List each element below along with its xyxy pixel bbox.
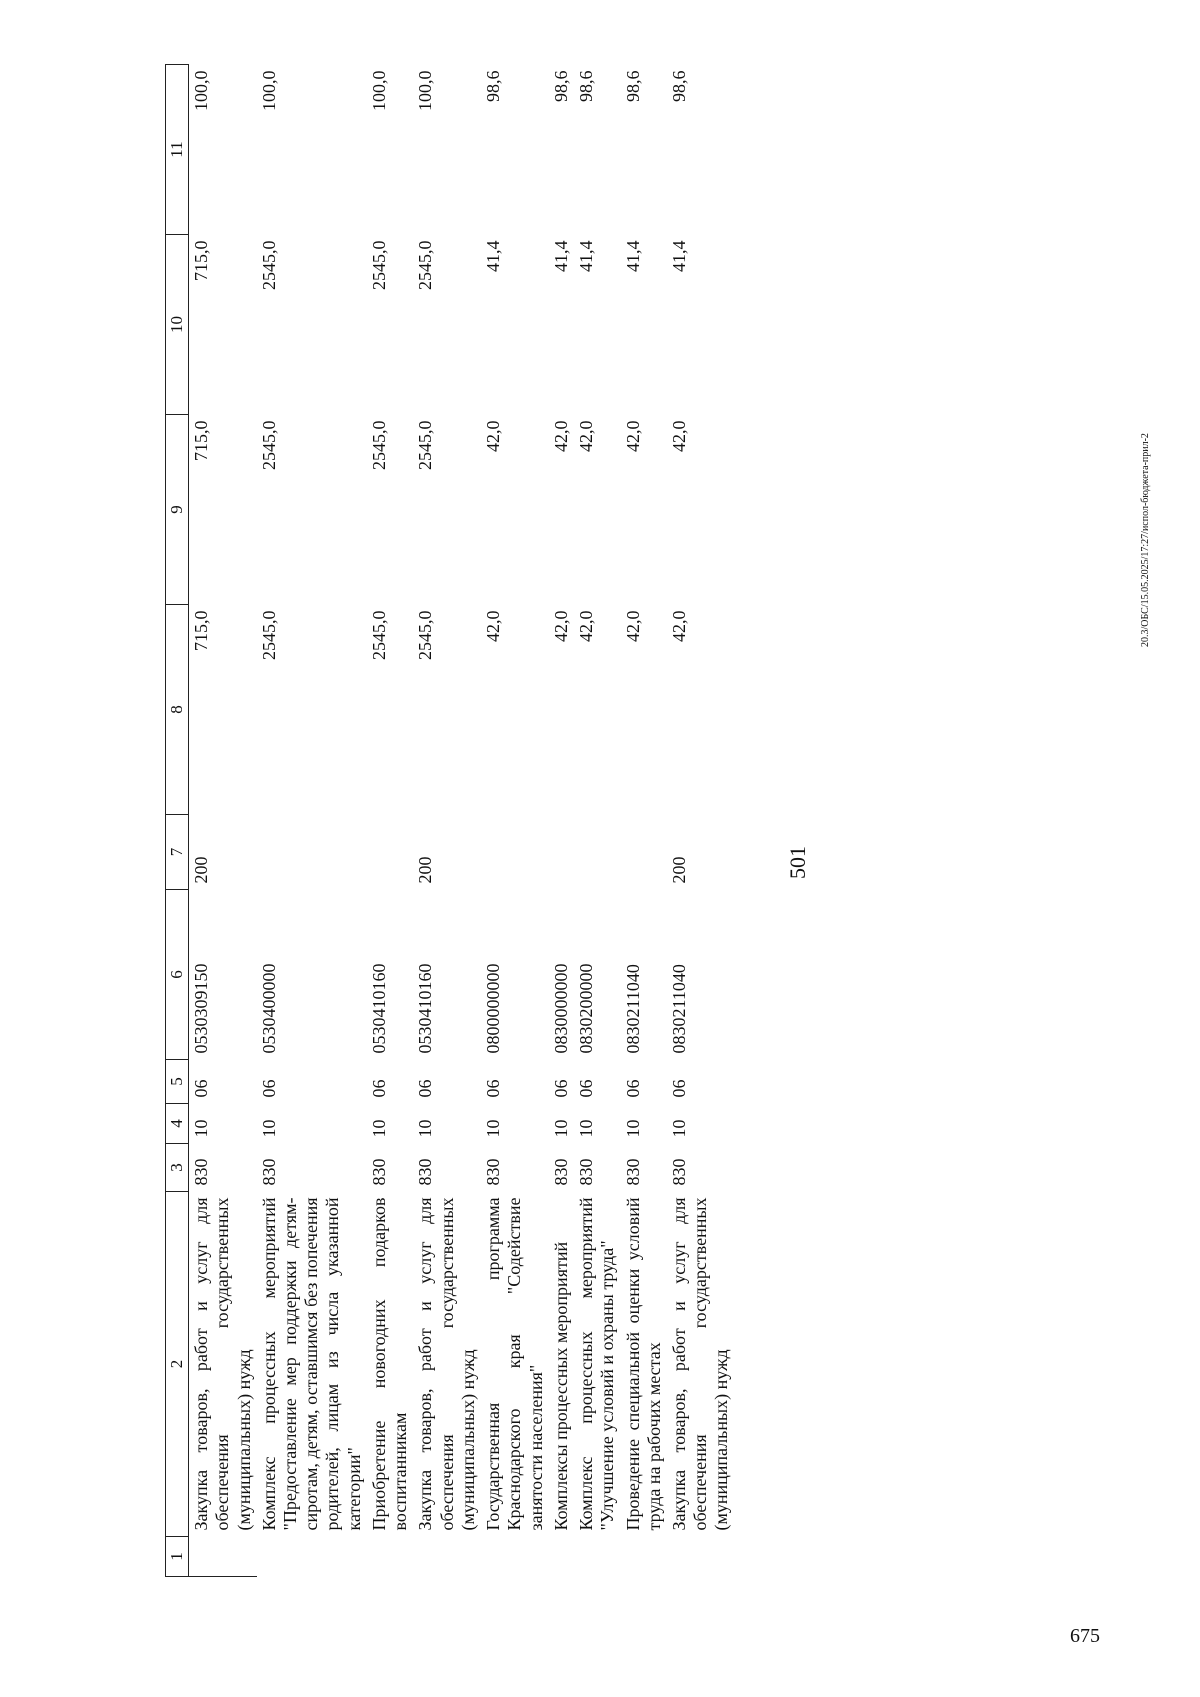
header-col-10: 10 bbox=[166, 235, 189, 415]
cell-c5: 06 bbox=[415, 1079, 436, 1098]
cell-c1 bbox=[621, 1537, 667, 1577]
cell-c9: 42,0 bbox=[622, 420, 643, 452]
cell-c1 bbox=[549, 1537, 574, 1577]
header-col-7: 7 bbox=[166, 815, 189, 890]
cell-c8: 42,0 bbox=[483, 610, 504, 642]
cell-c5: 06 bbox=[622, 1079, 643, 1098]
cell-c6: 0830200000 bbox=[576, 963, 597, 1054]
cell-c8: 42,0 bbox=[550, 610, 571, 642]
cell-c10: 2545,0 bbox=[415, 240, 436, 290]
cell-c1 bbox=[367, 1537, 413, 1577]
cell-c10: 41,4 bbox=[550, 240, 571, 272]
cell-c6: 0530309150 bbox=[191, 963, 212, 1054]
cell-c6: 0530410160 bbox=[368, 963, 389, 1054]
cell-c9: 2545,0 bbox=[368, 420, 389, 470]
cell-c7 bbox=[367, 815, 413, 890]
cell-c8: 42,0 bbox=[576, 610, 597, 642]
cell-c8: 2545,0 bbox=[368, 610, 389, 660]
cell-c6: 0530400000 bbox=[258, 963, 279, 1054]
cell-c4: 10 bbox=[576, 1119, 597, 1138]
cell-c2: Проведение специальной оценки условий труда на рабочих местах bbox=[622, 1197, 664, 1531]
cell-c3: 830 bbox=[368, 1158, 389, 1186]
cell-c5: 06 bbox=[191, 1079, 212, 1098]
header-col-11: 11 bbox=[166, 65, 189, 235]
table-row bbox=[549, 65, 574, 1577]
cell-c9: 42,0 bbox=[576, 420, 597, 452]
cell-c10: 41,4 bbox=[668, 240, 689, 272]
cell-c5: 06 bbox=[368, 1079, 389, 1098]
cell-c6: 0800000000 bbox=[483, 963, 504, 1054]
footer-code: 20.3/ОБС/15.05.2025/17:27/испол-бюджета-прил-2 bbox=[1140, 433, 1151, 647]
cell-c3: 830 bbox=[576, 1158, 597, 1186]
cell-c11: 98,6 bbox=[668, 70, 689, 102]
cell-c7 bbox=[574, 815, 620, 890]
cell-c8: 2545,0 bbox=[415, 610, 436, 660]
table-row bbox=[667, 65, 735, 1577]
cell-c4: 10 bbox=[415, 1119, 436, 1138]
cell-c8: 2545,0 bbox=[258, 610, 279, 660]
cell-c2: Приобретение новогодних подарков воспитанникам bbox=[368, 1197, 411, 1531]
header-col-6: 6 bbox=[166, 890, 189, 1060]
cell-c3: 830 bbox=[550, 1158, 571, 1186]
cell-c2: Комплексы процессных мероприятий bbox=[550, 1241, 571, 1531]
cell-c2: Комплекс процессных мероприятий "Предоставление мер поддержки детям-сиротам, детям, оставшимся без попечения родителей, лицам из числа указанной категории" bbox=[258, 1197, 364, 1531]
cell-c7: 200 bbox=[191, 856, 212, 884]
cell-c3: 830 bbox=[415, 1158, 436, 1186]
cell-c8: 42,0 bbox=[622, 610, 643, 642]
cell-c9: 2545,0 bbox=[258, 420, 279, 470]
header-col-9: 9 bbox=[166, 415, 189, 605]
cell-c11: 98,6 bbox=[550, 70, 571, 102]
cell-c4: 10 bbox=[191, 1119, 212, 1138]
header-col-4: 4 bbox=[166, 1104, 189, 1144]
cell-c10: 2545,0 bbox=[368, 240, 389, 290]
cell-c10: 715,0 bbox=[191, 240, 212, 281]
cell-c6: 0830000000 bbox=[550, 963, 571, 1054]
cell-c9: 715,0 bbox=[191, 420, 212, 461]
cell-c7: 200 bbox=[668, 856, 689, 884]
cell-c7 bbox=[257, 815, 367, 890]
cell-c4: 10 bbox=[483, 1119, 504, 1138]
cell-c1 bbox=[667, 1537, 735, 1577]
cell-c6: 0830211040 bbox=[622, 964, 643, 1054]
cell-c11: 98,6 bbox=[622, 70, 643, 102]
cell-c7 bbox=[481, 815, 549, 890]
table-body bbox=[189, 65, 735, 1577]
budget-table bbox=[165, 64, 735, 1577]
table-row bbox=[574, 65, 620, 1577]
cell-c6: 0530410160 bbox=[415, 963, 436, 1054]
cell-c4: 10 bbox=[258, 1119, 279, 1138]
cell-c11: 100,0 bbox=[415, 70, 436, 111]
cell-c5: 06 bbox=[576, 1079, 597, 1098]
cell-c7: 200 bbox=[415, 856, 436, 884]
cell-c5: 06 bbox=[550, 1079, 571, 1098]
header-col-1: 1 bbox=[166, 1537, 189, 1577]
cell-c2: Закупка товаров, работ и услуг для обеспечения государственных (муниципальных) нужд bbox=[191, 1197, 254, 1531]
cell-c2: Государственная программа Краснодарского края "Содействие занятости населения" bbox=[483, 1197, 546, 1531]
cell-c1 bbox=[189, 1537, 257, 1577]
cell-c5: 06 bbox=[483, 1079, 504, 1098]
header-col-8: 8 bbox=[166, 605, 189, 815]
header-col-5: 5 bbox=[166, 1060, 189, 1104]
cell-c3: 830 bbox=[258, 1158, 279, 1186]
cell-c11: 100,0 bbox=[191, 70, 212, 111]
header-col-3: 3 bbox=[166, 1144, 189, 1192]
table-header-row bbox=[166, 65, 189, 1577]
table-row bbox=[189, 65, 257, 1577]
table-row bbox=[413, 65, 481, 1577]
cell-c11: 100,0 bbox=[258, 70, 279, 111]
cell-c11: 98,6 bbox=[576, 70, 597, 102]
cell-c1 bbox=[257, 1537, 367, 1577]
table-row bbox=[481, 65, 549, 1577]
cell-c3: 830 bbox=[668, 1158, 689, 1186]
cell-c11: 98,6 bbox=[483, 70, 504, 102]
cell-c1 bbox=[413, 1537, 481, 1577]
table-row bbox=[367, 65, 413, 1577]
cell-c3: 830 bbox=[483, 1158, 504, 1186]
cell-c4: 10 bbox=[368, 1119, 389, 1138]
cell-c1 bbox=[574, 1537, 620, 1577]
cell-c11: 100,0 bbox=[368, 70, 389, 111]
cell-c4: 10 bbox=[550, 1119, 571, 1138]
cell-c10: 41,4 bbox=[576, 240, 597, 272]
cell-c7 bbox=[549, 815, 574, 890]
table-row bbox=[621, 65, 667, 1577]
cell-c1 bbox=[481, 1537, 549, 1577]
header-col-2: 2 bbox=[166, 1192, 189, 1537]
cell-c6: 0830211040 bbox=[668, 964, 689, 1054]
cell-c10: 41,4 bbox=[483, 240, 504, 272]
cell-c9: 42,0 bbox=[483, 420, 504, 452]
cell-c9: 42,0 bbox=[668, 420, 689, 452]
page-number: 501 bbox=[785, 846, 810, 879]
cell-c9: 2545,0 bbox=[415, 420, 436, 470]
cell-c9: 42,0 bbox=[550, 420, 571, 452]
cell-c5: 06 bbox=[668, 1079, 689, 1098]
cell-c3: 830 bbox=[622, 1158, 643, 1186]
cell-c5: 06 bbox=[258, 1079, 279, 1098]
table-row bbox=[257, 65, 367, 1577]
cell-c10: 41,4 bbox=[622, 240, 643, 272]
cell-c2: Закупка товаров, работ и услуг для обеспечения государственных (муниципальных) нужд bbox=[415, 1197, 478, 1531]
cell-c4: 10 bbox=[668, 1119, 689, 1138]
cell-c2: Закупка товаров, работ и услуг для обеспечения государственных (муниципальных) нужд bbox=[668, 1197, 732, 1531]
cell-c4: 10 bbox=[622, 1119, 643, 1138]
cell-c10: 2545,0 bbox=[258, 240, 279, 290]
cell-c7 bbox=[621, 815, 667, 890]
cell-c2: Комплекс процессных мероприятий "Улучшение условий и охраны труда" bbox=[576, 1197, 618, 1531]
cell-c8: 42,0 bbox=[668, 610, 689, 642]
cell-c8: 715,0 bbox=[191, 610, 212, 651]
cell-c3: 830 bbox=[191, 1158, 212, 1186]
sheet-number: 675 bbox=[1070, 1625, 1100, 1647]
